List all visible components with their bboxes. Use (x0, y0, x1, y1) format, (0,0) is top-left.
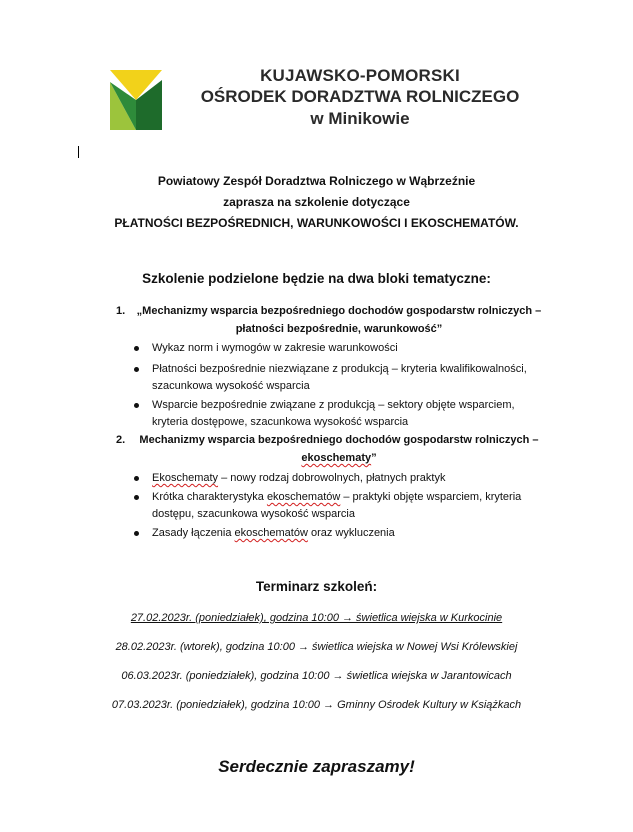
block2-bullet3-rest: oraz wykluczenia (307, 527, 395, 539)
org-name-line1: KUJAWSKO-POMORSKI (260, 66, 460, 85)
block1-bullet1: Wykaz norm i wymogów w zakresie warunkowości (152, 342, 398, 354)
bullet-icon (134, 476, 139, 481)
block2-bullet2-line1 (152, 488, 521, 506)
schedule-entry-text: 27.02.2023r. (poniedziałek), godzina 10:00 → świetlica wiejska w Kurkocinie (130, 612, 503, 624)
block1-title-line2: płatności bezpośrednie, warunkowość” (235, 323, 443, 335)
block2-bullet2-rest: – praktyki objęte wsparciem, kryteria (340, 491, 522, 503)
ekoschematow-word: ekoschematów (266, 491, 341, 503)
blocks-heading: Szkolenie podzielone będzie na dwa bloki tematyczne: (142, 271, 491, 286)
closing-quote: ” (371, 452, 377, 464)
schedule-entry (0, 612, 633, 624)
bullet-icon (134, 346, 139, 351)
block1-bullet2-line2: szacunkowa wysokość wsparcia (152, 380, 310, 392)
block2-bullet2-line2: dostępu, szacunkowa wysokość wsparcia (152, 508, 355, 520)
intro-line2: zaprasza na szkolenie dotyczące (223, 195, 410, 209)
block2-number: 2. (116, 434, 126, 446)
schedule-entry: 07.03.2023r. (poniedziałek), godzina 10:00 → Gminny Ośrodek Kultury w Książkach (111, 699, 522, 711)
bullet-icon (134, 403, 139, 408)
closing-text: Serdecznie zapraszamy! (218, 757, 415, 776)
block2-bullet1-rest: – nowy rodzaj dobrowolnych, płatnych praktyk (218, 472, 446, 484)
block1-number: 1. (116, 305, 126, 317)
ekoschematy-word: Ekoschematy (152, 472, 219, 484)
block1-bullet3-line1: Wsparcie bezpośrednie związane z produkcją – sektory objęte wsparciem, (152, 399, 515, 411)
block2-bullet3-pre: Zasady łączenia (152, 527, 235, 539)
ekoschematy-word: ekoschematy (301, 452, 372, 464)
intro-line1: Powiatowy Zespół Doradztwa Rolniczego w Wąbrzeźnie (157, 174, 476, 188)
schedule-entry: 06.03.2023r. (poniedziałek), godzina 10:00 → świetlica wiejska w Jarantowicach (121, 670, 512, 682)
bullet-icon (134, 495, 139, 500)
schedule-entry: 28.02.2023r. (wtorek), godzina 10:00 → świetlica wiejska w Nowej Wsi Królewskiej (115, 641, 518, 653)
block1-title-line1: „Mechanizmy wsparcia bezpośredniego dochodów gospodarstw rolniczych – (136, 305, 542, 317)
bullet-icon (134, 367, 139, 372)
ekoschematow-word: ekoschematów (234, 527, 308, 539)
org-name-line3: w Minikowie (310, 109, 410, 128)
schedule-heading: Terminarz szkoleń: (255, 579, 378, 594)
text-cursor (78, 146, 79, 158)
org-name-line2: OŚRODEK DORADZTWA ROLNICZEGO (200, 87, 520, 106)
block1-bullet3-line2: kryteria dostępowe, szacunkowa wysokość wsparcia (152, 416, 409, 428)
block2-bullet2-pre: Krótka charakterystyka (152, 491, 267, 503)
intro-line3: PŁATNOŚCI BEZPOŚREDNICH, WARUNKOWOŚCI I EKOSCHEMATÓW. (114, 216, 519, 230)
bullet-icon (134, 531, 139, 536)
block1-bullet2-line1: Płatności bezpośrednie niezwiązane z produkcją – kryteria kwalifikowalności, (152, 363, 527, 375)
block2-title-line2 (130, 449, 548, 467)
block2-title-line1: Mechanizmy wsparcia bezpośredniego dochodów gospodarstw rolniczych – (139, 434, 539, 446)
block2-bullet1 (152, 469, 445, 487)
block2-bullet3 (152, 524, 395, 542)
logo-icon (110, 70, 162, 130)
